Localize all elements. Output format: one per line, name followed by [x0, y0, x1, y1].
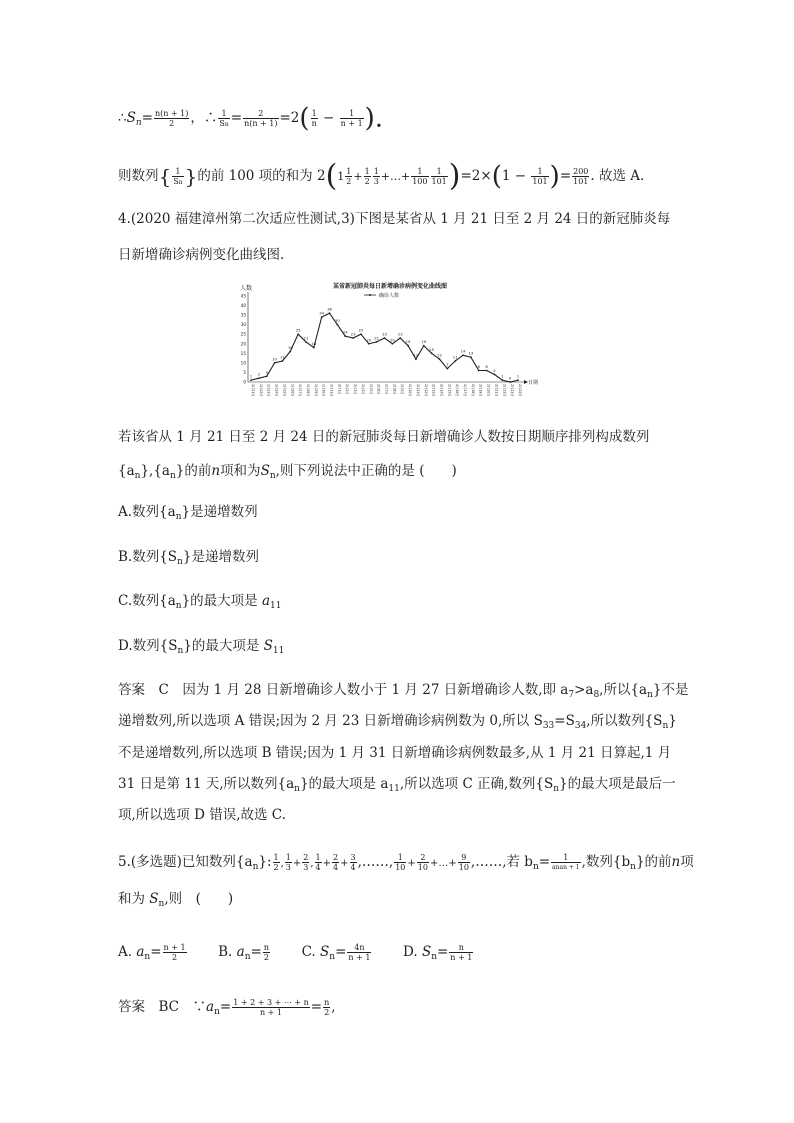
- x-tick-label: 2月15日: [447, 384, 452, 397]
- x-tick-label: 1月31日: [329, 384, 334, 397]
- answer-4-line-3: 不是递增数列,所以选项 B 错误;因为 1 月 31 日新增确诊病例数最多,从 1 月 21 日算起,1 月: [118, 745, 672, 761]
- y-tick-label: 20: [240, 341, 246, 347]
- q5-option-c[interactable]: C. $S_n=$ $\frac{4n}{n + 1}$: [301, 943, 371, 962]
- data-label: 6: [477, 364, 480, 370]
- fraction: $\frac{3}{4}$: [350, 853, 356, 872]
- fraction: $\frac{n}{2}$: [324, 998, 330, 1017]
- x-tick-label: 1月29日: [313, 384, 318, 397]
- x-tick-label: 2月6日: [376, 384, 381, 395]
- data-label: 15: [429, 346, 435, 352]
- data-label: 20: [389, 337, 395, 343]
- fraction: $\frac{n + 1}{2}$: [163, 943, 186, 962]
- fraction: $\frac{1}{3}$: [285, 853, 291, 872]
- data-label: 16: [287, 344, 293, 350]
- x-tick-label: 2月9日: [400, 384, 405, 395]
- data-point: [486, 370, 488, 372]
- fraction: $\frac{n}{2}$: [263, 943, 269, 962]
- data-point: [407, 345, 409, 347]
- y-tick-label: 15: [240, 350, 246, 356]
- data-label: 14: [460, 348, 466, 354]
- data-point: [509, 381, 511, 383]
- x-tick-label: 1月21日: [251, 384, 255, 397]
- data-point: [399, 337, 401, 339]
- question-4-line-2: 日新增确诊病例变化曲线图.: [118, 247, 285, 263]
- data-label: 19: [421, 339, 427, 345]
- fraction: $\frac{n}{n + 1}$: [450, 943, 473, 962]
- fraction: $\frac{1}{101}$: [431, 167, 447, 186]
- x-tick-label: 1月30日: [321, 384, 326, 397]
- data-label: 23: [382, 331, 387, 337]
- x-tick-label: 2月24日: [518, 384, 522, 397]
- data-point: [431, 352, 433, 354]
- question-5-line-1: 5.(多选题)已知数列$\{a_n\}$: $\frac{1}{2}$ , $\frac{1}{3}$ + $\frac{2}{3}$ , $\frac{1}{4}$ + $\frac{2}{4}$ + $\frac{3}{4}$ ,……, $\frac{1}{10}$ + $\frac{2}{10}$ +…+ $\frac{9}{10}$ ,……,若 $b_n=$ $\frac{1}{\text{anan + 1}}$ ,数列$\{b_n\}$的前n项: [118, 853, 694, 872]
- x-tick-label: 2月14日: [439, 384, 444, 397]
- y-tick-label: 5: [243, 369, 246, 375]
- data-point: [423, 345, 425, 347]
- data-point: [258, 377, 260, 379]
- data-point: [446, 368, 448, 370]
- option-a[interactable]: A.数列$\{a_n\}$是递增数列: [118, 504, 258, 522]
- x-tick-label: 2月22日: [502, 384, 507, 397]
- y-axis-label: 人数: [240, 285, 253, 292]
- data-label: 18: [311, 341, 317, 347]
- data-label: 1: [516, 373, 520, 379]
- y-tick-label: 30: [240, 322, 246, 328]
- legend-label: 确诊人数: [379, 293, 400, 299]
- data-point: [329, 312, 331, 314]
- data-label: 11: [452, 354, 458, 360]
- solution-line-2: 则数列{ $\frac{1}{Sn}$ }的前 100 项的和为 2(1 $\frac{1}{2}$ + $\frac{1}{2}$ $\frac{1}{3}$ +…+ $\frac{1}{100}$ $\frac{1}{101}$ )=2×(1 − $\frac{1}{101}$ )= $\frac{200}{101}$ . 故选 A.: [118, 158, 645, 194]
- answer-4-line-5: 项,所以选项 D 错误,故选 C.: [118, 807, 286, 823]
- data-label: 21: [303, 335, 309, 341]
- x-tick-label: 2月23日: [510, 384, 515, 397]
- fraction: $\frac{1}{3}$: [373, 167, 379, 186]
- data-label: 19: [405, 339, 411, 345]
- x-tick-label: 2月13日: [431, 384, 436, 397]
- y-tick-label: 0: [243, 379, 246, 385]
- fraction: $\frac{1}{100}$: [412, 167, 428, 186]
- fraction: $\frac{1}{10}$: [395, 853, 406, 872]
- x-tick-label: 2月3日: [353, 384, 358, 395]
- x-tick-label: 1月28日: [305, 384, 310, 397]
- line-chart: [232, 278, 552, 406]
- answer-4-line-1: 答案 C 因为 1 月 28 日新增确诊人数小于 1 月 27 日新增确诊人数,即 $a_7>a_8$,所以$\{a_n\}$不是: [118, 682, 689, 700]
- x-tick-label: 2月11日: [415, 384, 420, 397]
- data-label: 36: [327, 306, 332, 312]
- data-label: 12: [413, 352, 419, 358]
- x-tick-label: 1月26日: [290, 384, 295, 397]
- data-point: [352, 337, 354, 339]
- data-label: 20: [366, 337, 372, 343]
- answer-5-line-1: 答案 BC $\because a_n=$ $\frac{1 + 2 + 3 + \cdots + n}{n + 1}$ = $\frac{n}{2}$ ,: [118, 998, 336, 1017]
- y-tick-label: 35: [240, 312, 246, 318]
- x-tick-label: 2月17日: [463, 384, 468, 397]
- data-point: [470, 356, 472, 358]
- data-label: 12: [437, 352, 442, 358]
- fraction: $\frac{1}{2}$: [364, 167, 370, 186]
- data-point: [376, 341, 378, 343]
- x-tick-label: 2月8日: [392, 384, 397, 395]
- x-tick-label: 2月20日: [486, 384, 491, 397]
- data-point: [384, 337, 386, 339]
- x-tick-label: 2月2日: [345, 384, 350, 395]
- x-tick-label: 2月5日: [368, 384, 373, 395]
- data-point: [297, 333, 299, 335]
- q5-option-d[interactable]: D. $S_n=$ $\frac{n}{n + 1}$: [403, 943, 473, 962]
- data-point: [501, 379, 503, 381]
- x-tick-label: 2月21日: [494, 384, 499, 397]
- x-tick-label: 1月25日: [282, 384, 287, 397]
- y-tick-label: 45: [240, 293, 246, 299]
- data-point: [274, 362, 276, 364]
- data-label: 30: [334, 318, 340, 324]
- data-label: 25: [358, 327, 364, 333]
- data-point: [517, 379, 519, 381]
- data-point: [478, 370, 480, 372]
- data-point: [439, 358, 441, 360]
- data-label: 25: [295, 327, 301, 333]
- data-point: [344, 335, 346, 337]
- data-point: [360, 333, 362, 335]
- y-tick-label: 40: [240, 303, 246, 309]
- x-axis-label: 日期: [528, 380, 539, 386]
- data-label: 21: [374, 335, 380, 341]
- fraction: $\frac{1}{2}$: [346, 167, 352, 186]
- x-tick-label: 2月12日: [423, 384, 428, 397]
- fraction: $\frac{1}{\text{anan + 1}}$: [552, 853, 580, 871]
- data-point: [494, 373, 496, 375]
- y-tick-label: 10: [240, 360, 246, 366]
- q5-options: [118, 942, 474, 967]
- fraction: $\frac{n(n + 1)}{2}$: [154, 109, 189, 128]
- data-label: 0: [508, 375, 512, 381]
- data-label: 24: [342, 329, 348, 335]
- data-label: 1: [501, 373, 504, 379]
- question-4-line-1: 4.(2020 福建漳州第二次适应性测试,3)下图是某省从 1 月 21 日至 2 月 24 日的新冠肺炎每: [118, 211, 671, 227]
- data-label: 10: [272, 356, 277, 362]
- fraction: $\frac{200}{101}$: [573, 167, 589, 186]
- fraction: $\frac{9}{10}$: [458, 853, 469, 872]
- x-tick-label: 2月18日: [470, 384, 475, 397]
- option-b[interactable]: B.数列$\{S_n\}$是递增数列: [118, 549, 259, 567]
- fraction: $\frac{1}{Sn}$: [219, 108, 229, 128]
- y-ticks: [241, 294, 247, 385]
- y-tick-label: 25: [240, 331, 246, 337]
- data-label: 3: [265, 369, 268, 375]
- q5-option-b[interactable]: B. $a_n=$ $\frac{n}{2}$: [218, 943, 269, 962]
- data-label: 4: [493, 367, 496, 373]
- fraction: $\frac{1 + 2 + 3 + \cdots + n}{n + 1}$: [233, 998, 309, 1017]
- option-c[interactable]: C.数列$\{a_n\}$的最大项是 $a_{11}$: [118, 593, 282, 611]
- data-point: [336, 324, 338, 326]
- fraction: $\frac{1}{4}$: [315, 853, 321, 872]
- x-tick-label: 2月1日: [337, 384, 342, 395]
- q5-option-a[interactable]: A. $a_n=$ $\frac{n + 1}{2}$: [118, 943, 186, 962]
- data-label: 23: [397, 331, 403, 337]
- data-point: [321, 316, 323, 318]
- data-point: [313, 347, 315, 349]
- question-4-stem-2: $\{a_n\},\{a_n\}$的前n项和为$S_n$,则下列说法中正确的是 ( ): [118, 463, 457, 481]
- data-point: [266, 375, 268, 377]
- data-label: 13: [468, 350, 474, 356]
- x-tick-label: 1月23日: [266, 384, 271, 397]
- question-5-line-2: 和为 $S_n$,则 ( ): [118, 891, 234, 909]
- data-label: 6: [485, 364, 488, 370]
- chart-title: 某省新冠肺炎每日新增确诊病例变化曲线图: [332, 283, 448, 290]
- data-label: 23: [350, 331, 356, 337]
- fraction: $\frac{1}{n}$: [311, 109, 317, 128]
- x-tick-label: 2月19日: [478, 384, 483, 397]
- data-label: 34: [319, 310, 325, 316]
- x-tick-label: 1月27日: [298, 384, 303, 397]
- fraction: $\frac{1}{n + 1}$: [340, 109, 363, 128]
- data-point: [415, 358, 417, 360]
- fraction: $\frac{1}{2}$: [273, 853, 279, 872]
- legend-marker: [369, 294, 371, 296]
- fraction: $\frac{1}{Sn}$: [173, 166, 183, 186]
- fraction: $\frac{1}{101}$: [532, 167, 548, 186]
- data-point: [282, 360, 284, 362]
- fraction: $\frac{4n}{n + 1}$: [348, 943, 371, 962]
- fraction: $\frac{2}{n(n + 1)}$: [244, 109, 278, 128]
- option-d[interactable]: D.数列$\{S_n\}$的最大项是 $S_{11}$: [118, 638, 285, 656]
- data-point: [250, 379, 252, 381]
- data-label: 7: [446, 362, 449, 368]
- x-tick-label: 2月16日: [455, 384, 460, 397]
- data-point: [391, 343, 393, 345]
- data-label: 11: [279, 354, 285, 360]
- x-tick-label: 2月7日: [384, 384, 389, 395]
- answer-4-line-4: 31 日是第 11 天,所以数列$\{a_n\}$的最大项是 $a_{11}$,所以选项 C 正确,数列$\{S_n\}$的最大项是最后一: [118, 776, 676, 794]
- question-4-stem-1: 若该省从 1 月 21 日至 2 月 24 日的新冠肺炎每日新增确诊人数按日期顺序排列构成数列: [118, 429, 650, 445]
- x-tick-label: 2月4日: [360, 384, 365, 395]
- data-label: 1: [249, 373, 253, 379]
- data-label: 2: [257, 371, 261, 377]
- data-point: [454, 360, 456, 362]
- data-point: [462, 354, 464, 356]
- x-ticks: [251, 384, 523, 396]
- data-point: [368, 343, 370, 345]
- fraction: $\frac{2}{10}$: [417, 853, 428, 872]
- answer-4-line-2: 递增数列,所以选项 A 错误;因为 2 月 23 日新增确诊病例数为 0,所以 $S_{33}=S_{34}$,所以数列$\{S_n\}$: [118, 713, 677, 731]
- x-tick-label: 1月24日: [274, 384, 279, 397]
- data-point: [305, 341, 307, 343]
- fraction: $\frac{2}{4}$: [333, 853, 339, 872]
- x-tick-label: 2月10日: [408, 384, 413, 397]
- solution-line-1: $\therefore S_n=$ $\frac{n(n + 1)}{2}$ ，∴ $\frac{1}{Sn}$ = $\frac{2}{n(n + 1)}$ =2( $\frac{1}{n}$ − $\frac{1}{n + 1}$ ).: [118, 103, 384, 134]
- fraction: $\frac{2}{3}$: [303, 853, 309, 872]
- x-tick-label: 1月22日: [258, 384, 263, 397]
- data-point: [289, 351, 291, 353]
